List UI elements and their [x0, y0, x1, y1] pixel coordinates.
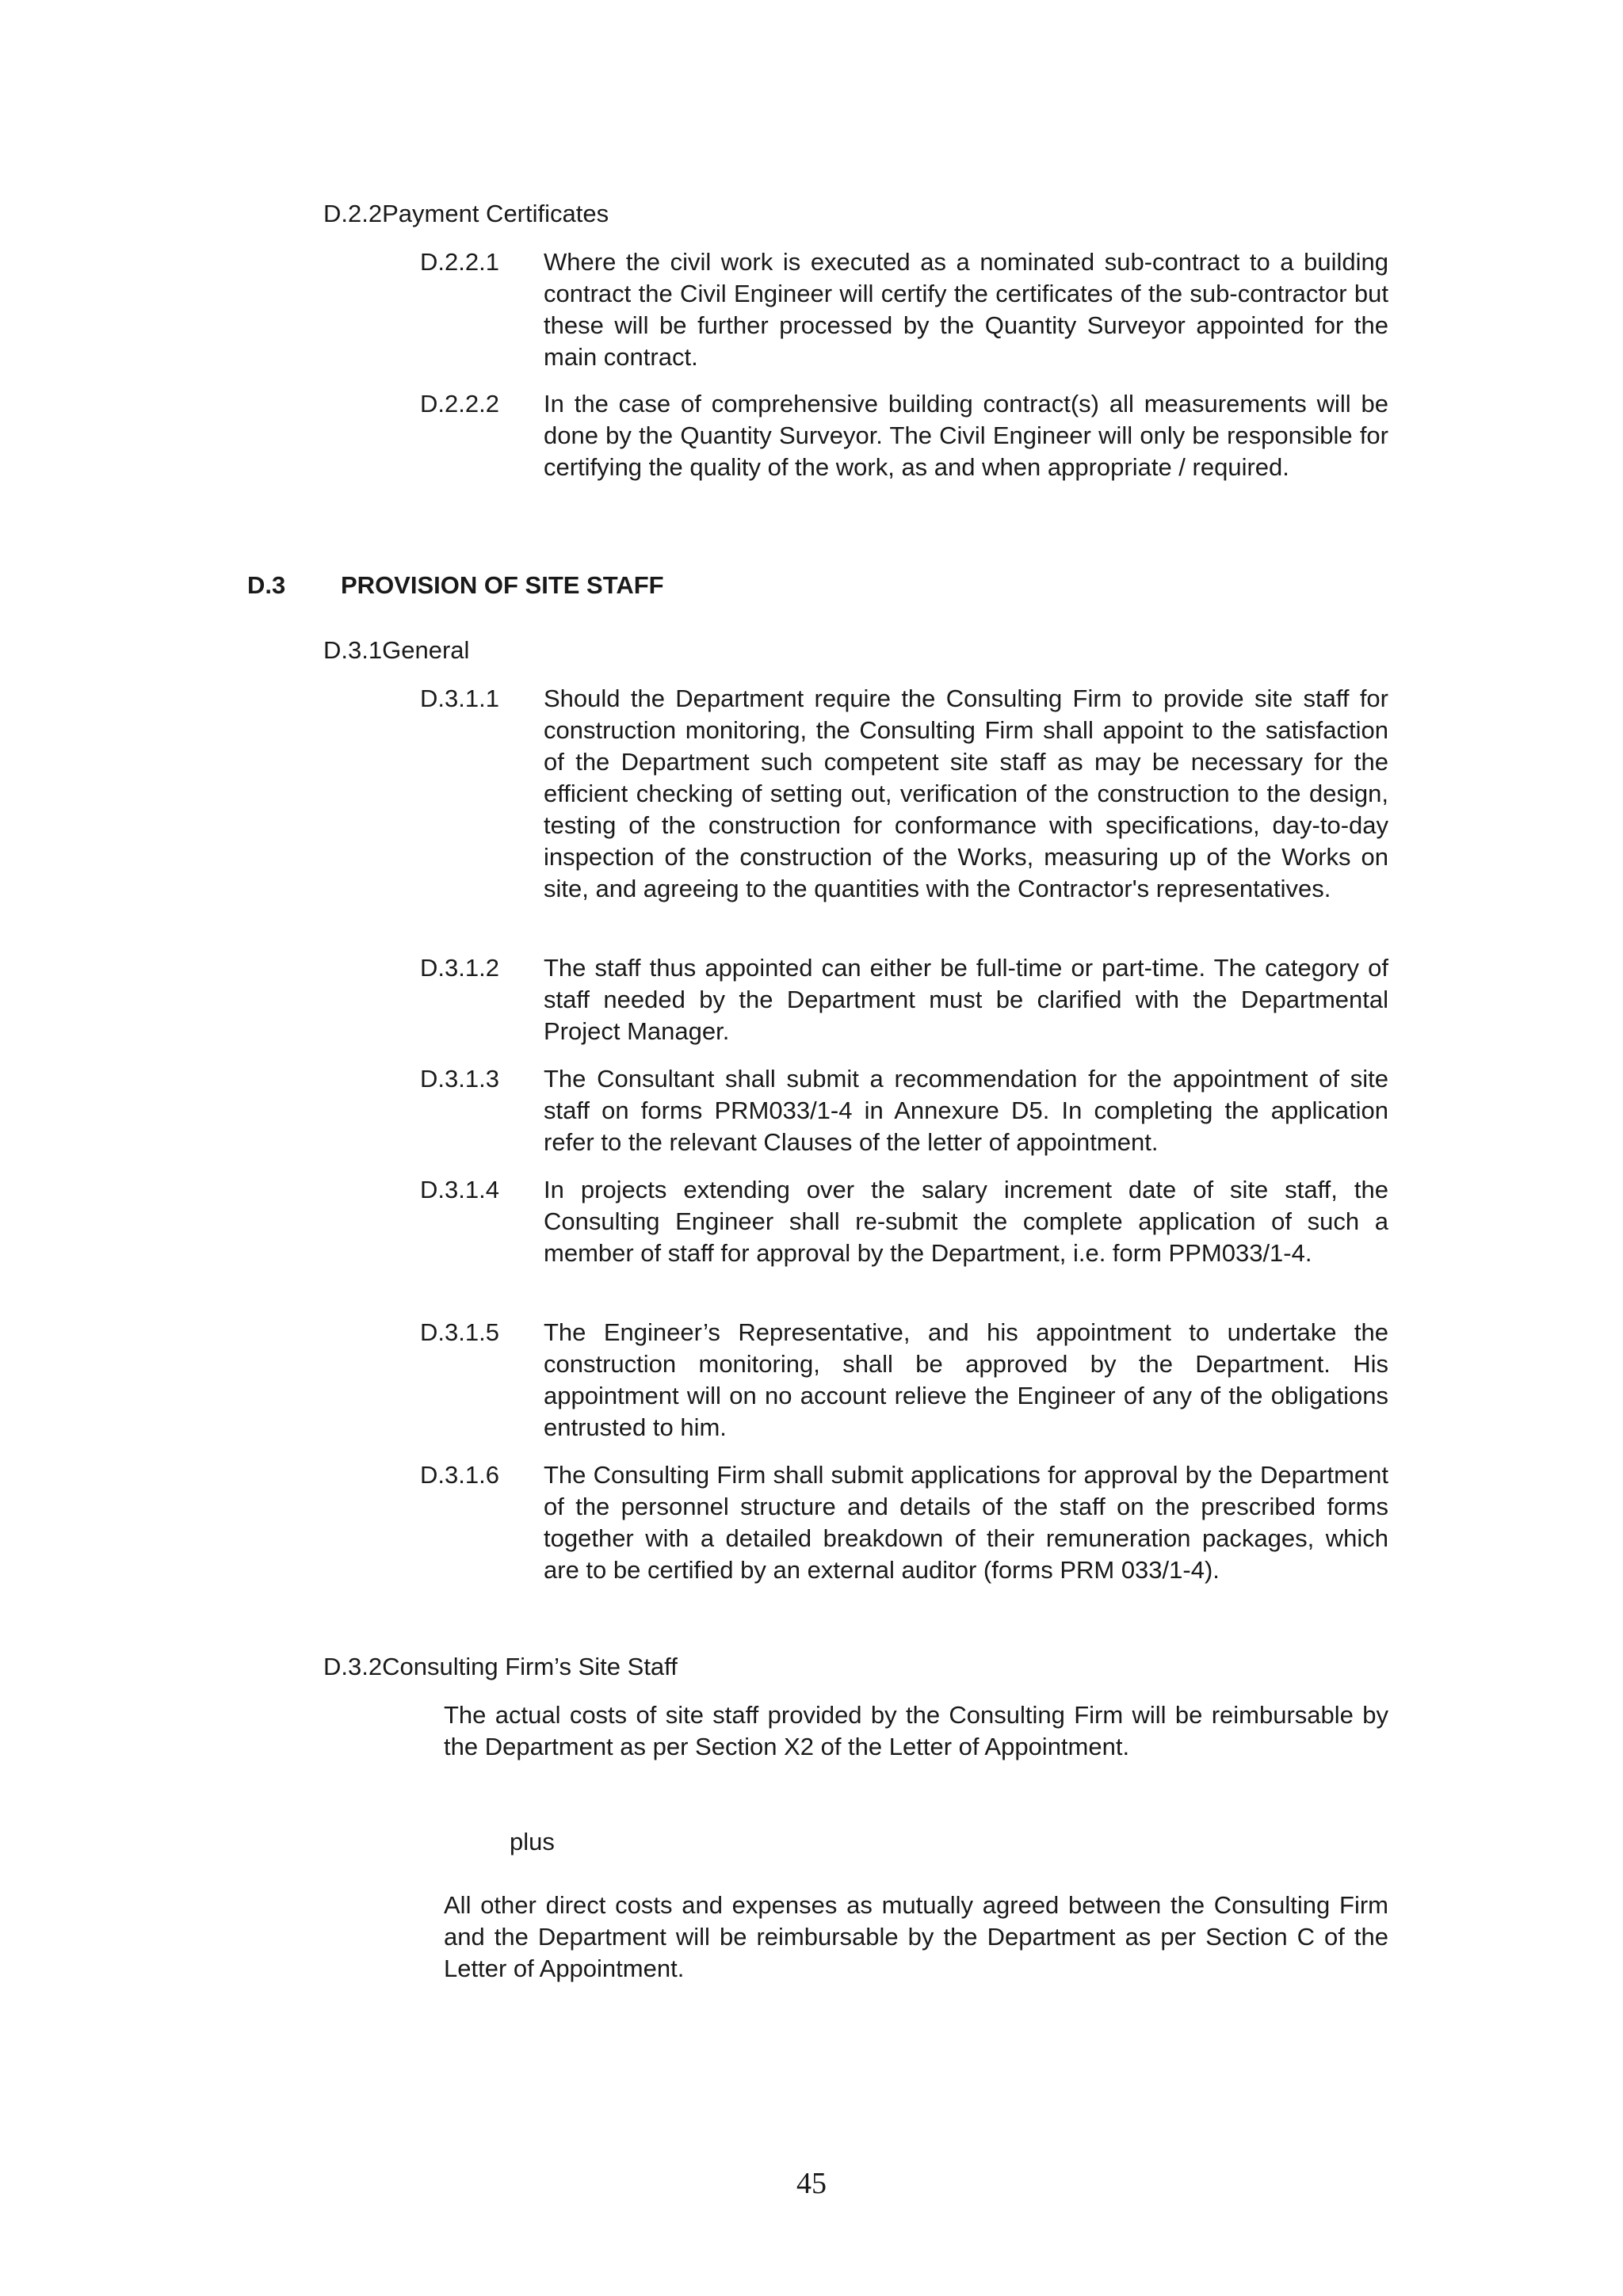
clause-text: Where the civil work is executed as a nominated sub-contract to a building contract the Civil Engineer will certify the certificates of the sub-contractor but these will be further processed by the Quantity Surveyor appointed for the main contract. — [544, 248, 1388, 371]
subsection-title: General — [382, 636, 470, 664]
paragraph-other-costs: All other direct costs and expenses as mutually agreed between the Consulting Firm and the Department will be reimbursable by the Department as per Section C of the Letter of Appointment. — [444, 1891, 1388, 1982]
clause-text: The Consulting Firm shall submit applications for approval by the Department of the personnel structure and details of the staff on the prescribed forms together with a detailed breakdown of their remuneration packages, which are to be certified by an external auditor (forms PRM 033/1-4). — [544, 1461, 1388, 1584]
section-number: D.3 — [247, 571, 286, 599]
clause-d3312 — [420, 952, 1388, 1047]
clause-number: D.3.1.2 — [420, 954, 499, 982]
clause-number: D.2.2.1 — [420, 248, 499, 276]
clause-d2222 — [420, 388, 1388, 483]
subsection-title: Payment Certificates — [382, 200, 609, 227]
connector-plus: plus — [510, 1828, 555, 1855]
clause-d3311 — [420, 683, 1388, 905]
clause-number: D.3.1.3 — [420, 1065, 499, 1093]
section-heading-d3 — [247, 570, 664, 601]
subsection-heading-d31 — [323, 635, 469, 666]
clause-d2221 — [420, 246, 1388, 373]
clause-number: D.3.1.6 — [420, 1461, 499, 1489]
subsection-heading-d32 — [323, 1651, 678, 1683]
clause-d3314 — [420, 1174, 1388, 1269]
clause-text: Should the Department require the Consulting Firm to provide site staff for construction monitoring, the Consulting Firm shall appoint to the satisfaction of the Department such competent site staff as may be necessary for the efficient checking of setting out, verification of the construction to the design, testing of the construction for conformance with specifications, day-to-day inspection of the construction of the Works, measuring up of the Works on site, and agreeing to the quantities with the Contractor's representatives. — [544, 685, 1388, 902]
clause-text: The Engineer’s Representative, and his appointment to undertake the construction monitoring, shall be approved by the Department. His appointment will on no account relieve the Engineer of any of the obligations entrusted to him. — [544, 1318, 1388, 1441]
subsection-number: D.3.2 — [323, 1653, 383, 1680]
clause-text: In the case of comprehensive building contract(s) all measurements will be done by the Quantity Surveyor. The Civil Engineer will only be responsible for certifying the quality of the work, as and when appropriate / required. — [544, 390, 1388, 481]
clause-d3313 — [420, 1063, 1388, 1158]
clause-number: D.3.1.4 — [420, 1176, 499, 1203]
subsection-number: D.3.1 — [323, 636, 383, 664]
section-title: PROVISION OF SITE STAFF — [341, 571, 664, 599]
clause-d3315 — [420, 1317, 1388, 1444]
clause-d3316 — [420, 1459, 1388, 1586]
page-number: 45 — [796, 2167, 827, 2200]
clause-number: D.3.1.5 — [420, 1318, 499, 1346]
clause-number: D.3.1.1 — [420, 685, 499, 712]
clause-text: The staff thus appointed can either be full-time or part-time. The category of staff needed by the Department must be clarified with the Departmental Project Manager. — [544, 954, 1388, 1045]
clause-number: D.2.2.2 — [420, 390, 499, 418]
subsection-number: D.2.2 — [323, 200, 383, 227]
paragraph-site-staff-costs: The actual costs of site staff provided by the Consulting Firm will be reimbursable by the Department as per Section X2 of the Letter of Appointment. — [444, 1701, 1388, 1760]
subsection-title: Consulting Firm’s Site Staff — [382, 1653, 678, 1680]
clause-text: The Consultant shall submit a recommendation for the appointment of site staff on forms PRM033/1-4 in Annexure D5. In completing the application refer to the relevant Clauses of the letter of appointment. — [544, 1065, 1388, 1156]
subsection-heading-d22 — [323, 198, 609, 230]
clause-text: In projects extending over the salary increment date of site staff, the Consulting Engineer shall re-submit the complete application of such a member of staff for approval by the Department, i.e. form PPM033/1-4. — [544, 1176, 1388, 1267]
